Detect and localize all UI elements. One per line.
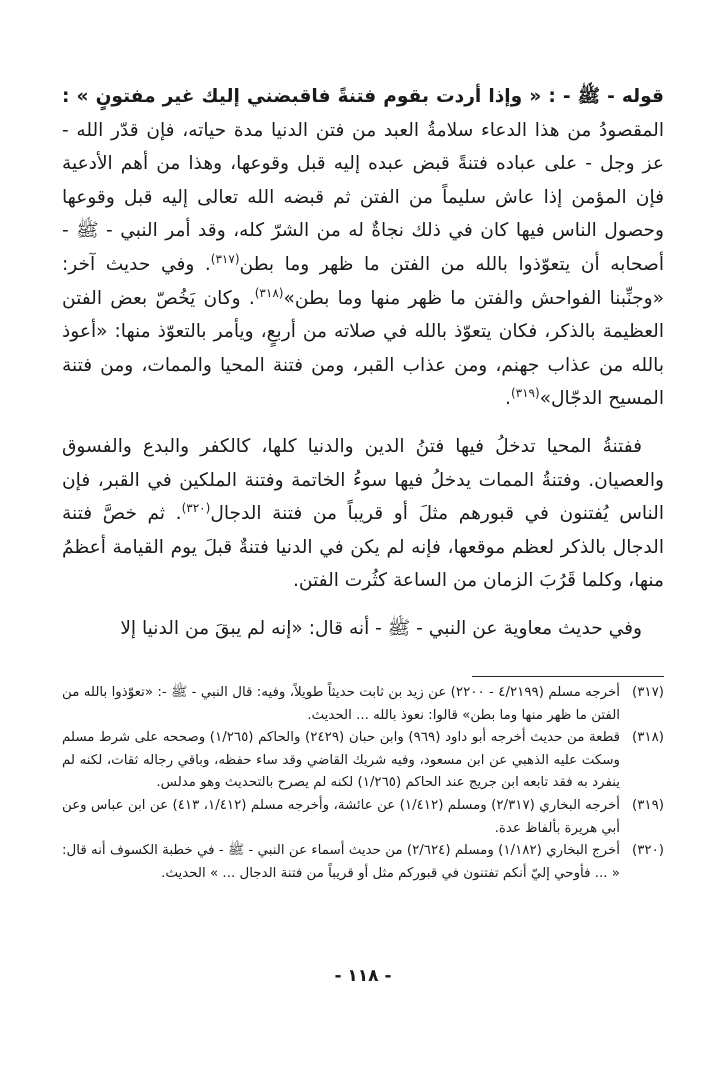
footnote	[62, 795, 664, 840]
footnote-number: (٣١٨)	[631, 730, 664, 746]
footnote-number: (٣١٩)	[631, 797, 664, 813]
footnote-text: أخرجه مسلم (٤/٢١٩٩ - ٢٢٠٠) عن زيد بن ثابت حديثاً طويلاً، وفيه: قال النبي - ﷺ -: «تعوّذوا بالله من الفتن ما ظهر منها وما بطن» قالوا: نعوذ بالله ... الحديث.	[62, 685, 620, 723]
footnote-text: قطعة من حديث أخرجه أبو داود (٩٦٩) وابن حبان (٢٤٢٩) والحاكم (١/٢٦٥) وصححه على شرط مسلم وسكت عليه الذهبي عن ابن مسعود، وفيه شريك القاضي وقد ساء حفظه، وباقي رجاله ثقات، لكنه لم ينفرد به فقد تابعه ابن جريج عند الحاكم (١/٢٦٥) لكنه لم يصرح بالتحديث وهو مدلس.	[62, 730, 621, 791]
footnote-ref-320: (٣٢٠)	[181, 500, 211, 515]
footnote-number: (٣١٧)	[631, 685, 664, 700]
hadith-lead: قوله - ﷺ - :	[541, 86, 664, 107]
footnote-number: (٣٢٠)	[631, 843, 664, 859]
paragraph-2-text-2: . ثم خصَّ فتنة الدجال بالذكر لعظم موقعها، فإنه لم يكن في الدنيا فتنةٌ قبلَ يوم القيامة أعظمُ منها، وكلما قَرُبَ الزمان من الساعة كثُرت الفتن.	[62, 503, 664, 592]
footnote-ref-319: (٣١٩)	[510, 386, 540, 401]
footnote	[62, 682, 664, 727]
main-text	[62, 80, 664, 646]
footnotes	[62, 682, 664, 885]
paragraph-2	[62, 430, 664, 598]
footnote-text: أخرجه البخاري (٢/٣١٧) ومسلم (١/٤١٢) عن عائشة، وأخرجه مسلم (١/٤١٢، ٤١٣) عن ابن عباس وعن أبي هريرة بألفاظ عدة.	[62, 797, 620, 836]
footnote-text: أخرج البخاري (١/١٨٢) ومسلم (٢/٦٢٤) من حديث أسماء عن النبي - ﷺ - في خطبة الكسوف أنه قال: « ... فأوحي إليّ أنكم تفتنون في قبوركم مثل أو قريباً من فتنة الدجال ... » الحديث.	[62, 843, 621, 881]
footnote-separator	[472, 676, 664, 677]
paragraph-1	[62, 80, 664, 416]
paragraph-3-text: وفي حديث معاوية عن النبي - ﷺ - أنه قال: «إنه لم يبقَ من الدنيا إلا	[120, 617, 642, 639]
paragraph-1-text-3: . وكان يَخُصّ بعض الفتن العظيمة بالذكر، فكان يتعوّذ بالله في صلاته من أربعٍ، ويأمر بالتعوّذ منها: «أعوذ بالله من عذاب جهنم، ومن عذاب القبر، ومن فتنة المحيا والممات، ومن فتنة المسيح الدجّال»	[62, 287, 664, 410]
footnote-ref-317: (٣١٧)	[210, 251, 240, 266]
hadith-quote: « وإذا أردت بقوم فتنةً فاقبضني إليك غير مفتونٍ » :	[62, 86, 542, 107]
footnote	[62, 840, 664, 885]
paragraph-2-text: ففتنةُ المحيا تدخلُ فيها فتنُ الدين والدنيا كلها، كالكفر والبدع والفسوق والعصيان. وفتنةُ الممات يدخلُ فيها سوءُ الخاتمة وفتنة الملكين في القبر، فإن الناس يُفتنون في قبورهم مثلَ أو قريباً من فتنة الدجال	[62, 435, 665, 525]
page-number: - ١١٨ -	[334, 966, 392, 986]
paragraph-1-text-2: . وفي حديث آخر: «وجنِّبنا الفواحش والفتن ما ظهر منها وما بطن»	[62, 253, 664, 309]
paragraph-1-text: المقصودُ من هذا الدعاء سلامةُ العبد من فتن الدنيا مدة حياته، فإن قدّر الله - عز وجل - على عباده فتنةً قبض عبده إليه قبل وقوعها، وهذا من أهم الأدعية فإن المؤمن إذا عاش سليماً من الفتن ثم قبضه الله تعالى إليه قبل وقوعها وحصول الناس فيها كان في ذلك نجاةٌ له من الشرّ كله، وقد أمر النبي - ﷺ - أصحابه أن يتعوّذوا بالله من الفتن ما ظهر وما بطن	[62, 119, 664, 275]
paragraph-3	[62, 612, 664, 646]
footnote-ref-318: (٣١٨)	[254, 285, 284, 300]
paragraph-1-text-4: .	[505, 388, 511, 410]
footnote	[62, 727, 664, 795]
